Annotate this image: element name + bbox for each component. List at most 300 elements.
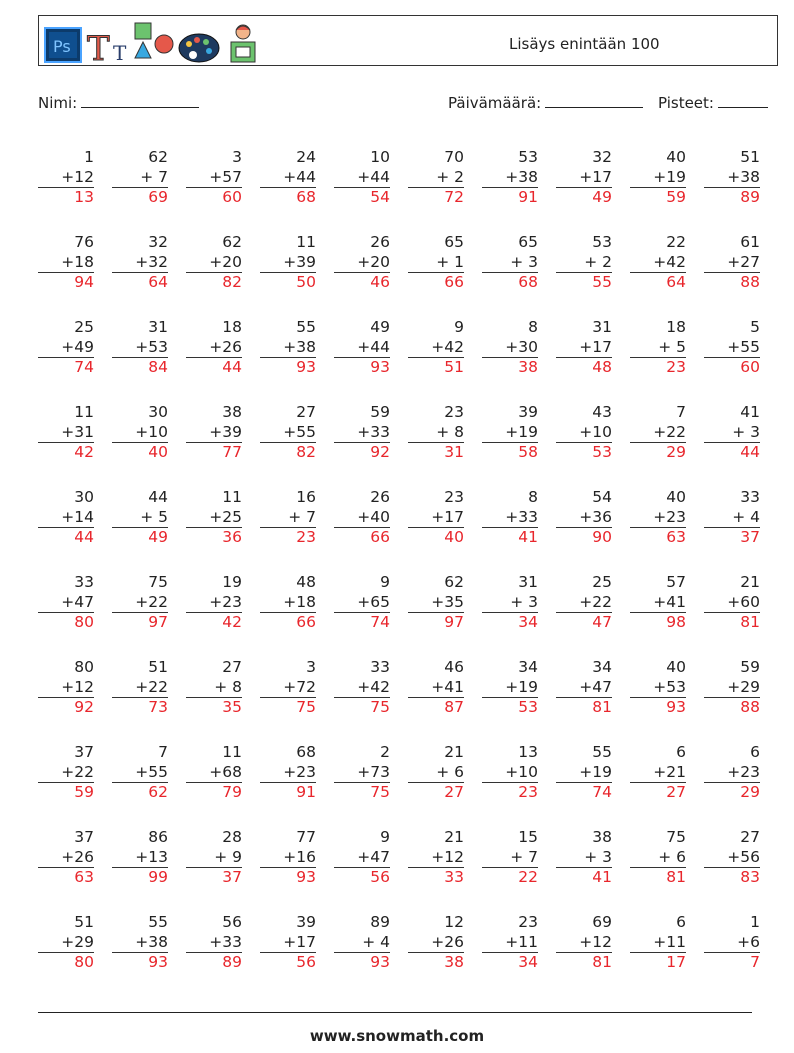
addend-top: 2 xyxy=(380,743,390,761)
addend-bottom: +23 xyxy=(727,762,760,781)
problem xyxy=(334,403,390,469)
problem xyxy=(630,658,686,724)
addend-bottom: +32 xyxy=(135,252,168,271)
addend-top: 23 xyxy=(444,403,464,421)
addend-top: 65 xyxy=(444,233,464,251)
answer: 27 xyxy=(408,782,464,803)
answer: 50 xyxy=(260,272,316,293)
addend-bottom: +29 xyxy=(61,932,94,951)
problem xyxy=(38,573,94,639)
addend-bottom: +17 xyxy=(283,932,316,951)
addend-top: 8 xyxy=(528,488,538,506)
addend-bottom: + 2 xyxy=(436,167,464,186)
answer: 81 xyxy=(556,952,612,973)
addend-bottom: +11 xyxy=(653,932,686,951)
addend-top: 39 xyxy=(518,403,538,421)
problem xyxy=(334,233,390,299)
problem xyxy=(38,233,94,299)
addend-bottom: + 9 xyxy=(214,847,242,866)
problem xyxy=(556,743,612,809)
addend-top: 26 xyxy=(370,233,390,251)
addend-bottom: +23 xyxy=(209,592,242,611)
addend-bottom: + 5 xyxy=(140,507,168,526)
problem xyxy=(482,233,538,299)
addend-top: 27 xyxy=(296,403,316,421)
answer: 92 xyxy=(334,442,390,463)
addend-bottom: +22 xyxy=(135,592,168,611)
problem xyxy=(334,488,390,554)
addend-top: 49 xyxy=(370,318,390,336)
worksheet-title: Lisäys enintään 100 xyxy=(509,35,660,53)
problem xyxy=(334,148,390,214)
problem xyxy=(630,913,686,979)
answer: 75 xyxy=(334,697,390,718)
addend-bottom: +19 xyxy=(505,677,538,696)
addend-bottom: +13 xyxy=(135,847,168,866)
addend-top: 11 xyxy=(222,743,242,761)
footer-site: www.snowmath.com xyxy=(309,1027,485,1045)
addend-bottom: +10 xyxy=(505,762,538,781)
addend-top: 16 xyxy=(296,488,316,506)
problem xyxy=(704,573,760,639)
problem xyxy=(630,403,686,469)
problem xyxy=(482,828,538,894)
addend-bottom: +23 xyxy=(653,507,686,526)
addend-top: 62 xyxy=(222,233,242,251)
problem-grid xyxy=(38,148,778,988)
answer: 74 xyxy=(556,782,612,803)
addend-top: 56 xyxy=(222,913,242,931)
answer: 64 xyxy=(112,272,168,293)
addend-bottom: +22 xyxy=(579,592,612,611)
answer: 81 xyxy=(704,612,760,633)
addend-bottom: +33 xyxy=(209,932,242,951)
problem xyxy=(260,148,316,214)
svg-text:Ps: Ps xyxy=(53,37,71,56)
answer: 87 xyxy=(408,697,464,718)
addend-top: 13 xyxy=(518,743,538,761)
answer: 66 xyxy=(408,272,464,293)
addend-bottom: +57 xyxy=(209,167,242,186)
problem xyxy=(704,148,760,214)
answer: 89 xyxy=(186,952,242,973)
addend-bottom: +26 xyxy=(431,932,464,951)
answer: 93 xyxy=(112,952,168,973)
answer: 56 xyxy=(260,952,316,973)
answer: 68 xyxy=(482,272,538,293)
addend-top: 31 xyxy=(148,318,168,336)
problem xyxy=(630,488,686,554)
addend-bottom: +68 xyxy=(209,762,242,781)
addend-bottom: +6 xyxy=(737,932,760,951)
answer: 99 xyxy=(112,867,168,888)
name-label: Nimi: xyxy=(38,94,78,112)
problem xyxy=(704,488,760,554)
addend-bottom: +42 xyxy=(357,677,390,696)
addend-bottom: +31 xyxy=(61,422,94,441)
addend-top: 15 xyxy=(518,828,538,846)
score-blank[interactable] xyxy=(718,93,768,108)
problem xyxy=(482,743,538,809)
problem xyxy=(186,148,242,214)
answer: 42 xyxy=(186,612,242,633)
addend-bottom: +10 xyxy=(135,422,168,441)
answer: 63 xyxy=(38,867,94,888)
problem xyxy=(186,488,242,554)
addend-top: 23 xyxy=(518,913,538,931)
addend-top: 7 xyxy=(158,743,168,761)
score-field[interactable] xyxy=(658,93,768,112)
problem xyxy=(408,913,464,979)
problem xyxy=(186,318,242,384)
answer: 93 xyxy=(334,952,390,973)
problem xyxy=(556,148,612,214)
addend-top: 46 xyxy=(444,658,464,676)
problem xyxy=(408,743,464,809)
addend-bottom: +47 xyxy=(357,847,390,866)
answer: 51 xyxy=(408,357,464,378)
addend-bottom: +20 xyxy=(209,252,242,271)
answer: 81 xyxy=(556,697,612,718)
answer: 88 xyxy=(704,697,760,718)
problem xyxy=(186,233,242,299)
addend-top: 89 xyxy=(370,913,390,931)
answer: 34 xyxy=(482,612,538,633)
score-label: Pisteet: xyxy=(658,94,714,112)
addend-bottom: +44 xyxy=(357,167,390,186)
header-box xyxy=(38,15,778,66)
problem xyxy=(408,403,464,469)
addend-top: 27 xyxy=(740,828,760,846)
addend-top: 65 xyxy=(518,233,538,251)
name-field[interactable] xyxy=(38,93,199,112)
problem xyxy=(630,573,686,639)
name-blank[interactable] xyxy=(81,93,199,108)
addend-top: 3 xyxy=(306,658,316,676)
answer: 81 xyxy=(630,867,686,888)
problem xyxy=(186,573,242,639)
problem xyxy=(38,318,94,384)
answer: 23 xyxy=(482,782,538,803)
palette-icon xyxy=(179,34,219,62)
date-field[interactable] xyxy=(448,93,643,112)
answer: 41 xyxy=(556,867,612,888)
addend-top: 6 xyxy=(676,913,686,931)
addend-bottom: +39 xyxy=(283,252,316,271)
problem xyxy=(260,828,316,894)
problem xyxy=(334,828,390,894)
answer: 82 xyxy=(260,442,316,463)
addend-top: 10 xyxy=(370,148,390,166)
problem xyxy=(260,743,316,809)
answer: 91 xyxy=(482,187,538,208)
problem xyxy=(630,318,686,384)
answer: 93 xyxy=(334,357,390,378)
logo-row xyxy=(43,20,268,64)
problem xyxy=(112,233,168,299)
addend-top: 59 xyxy=(740,658,760,676)
addend-top: 51 xyxy=(74,913,94,931)
problem xyxy=(334,913,390,979)
addend-top: 68 xyxy=(296,743,316,761)
addend-top: 70 xyxy=(444,148,464,166)
addend-bottom: +19 xyxy=(505,422,538,441)
addend-top: 44 xyxy=(148,488,168,506)
answer: 80 xyxy=(38,952,94,973)
addend-top: 38 xyxy=(592,828,612,846)
problem xyxy=(112,318,168,384)
answer: 35 xyxy=(186,697,242,718)
addend-bottom: +17 xyxy=(431,507,464,526)
answer: 55 xyxy=(556,272,612,293)
addend-bottom: +38 xyxy=(505,167,538,186)
answer: 93 xyxy=(260,357,316,378)
answer: 38 xyxy=(408,952,464,973)
problem xyxy=(556,488,612,554)
answer: 84 xyxy=(112,357,168,378)
addend-top: 80 xyxy=(74,658,94,676)
addend-top: 62 xyxy=(444,573,464,591)
answer: 73 xyxy=(112,697,168,718)
answer: 29 xyxy=(704,782,760,803)
addend-top: 6 xyxy=(750,743,760,761)
addend-top: 33 xyxy=(740,488,760,506)
problem xyxy=(334,573,390,639)
answer: 17 xyxy=(630,952,686,973)
addend-top: 55 xyxy=(148,913,168,931)
addend-top: 31 xyxy=(518,573,538,591)
problem xyxy=(334,318,390,384)
addend-top: 25 xyxy=(592,573,612,591)
answer: 36 xyxy=(186,527,242,548)
addend-top: 26 xyxy=(370,488,390,506)
addend-bottom: +12 xyxy=(61,677,94,696)
answer: 60 xyxy=(186,187,242,208)
photoshop-icon xyxy=(45,28,81,62)
addend-top: 34 xyxy=(592,658,612,676)
svg-text:T: T xyxy=(113,41,127,64)
problem xyxy=(260,403,316,469)
problem xyxy=(260,658,316,724)
addend-bottom: + 4 xyxy=(362,932,390,951)
answer: 59 xyxy=(630,187,686,208)
addend-bottom: + 3 xyxy=(510,252,538,271)
addend-bottom: + 3 xyxy=(584,847,612,866)
addend-top: 59 xyxy=(370,403,390,421)
addend-bottom: + 6 xyxy=(436,762,464,781)
addend-top: 1 xyxy=(750,913,760,931)
addend-top: 38 xyxy=(222,403,242,421)
problem xyxy=(704,743,760,809)
addend-top: 69 xyxy=(592,913,612,931)
answer: 75 xyxy=(334,782,390,803)
addend-bottom: +18 xyxy=(61,252,94,271)
addend-bottom: +55 xyxy=(135,762,168,781)
addend-top: 51 xyxy=(740,148,760,166)
addend-bottom: + 7 xyxy=(140,167,168,186)
problem xyxy=(112,403,168,469)
answer: 42 xyxy=(38,442,94,463)
addend-top: 43 xyxy=(592,403,612,421)
addend-bottom: +55 xyxy=(283,422,316,441)
problem xyxy=(408,573,464,639)
addend-bottom: +49 xyxy=(61,337,94,356)
addend-top: 27 xyxy=(222,658,242,676)
addend-bottom: +12 xyxy=(61,167,94,186)
addend-top: 11 xyxy=(296,233,316,251)
answer: 97 xyxy=(112,612,168,633)
answer: 34 xyxy=(482,952,538,973)
answer: 33 xyxy=(408,867,464,888)
answer: 49 xyxy=(112,527,168,548)
problem xyxy=(556,658,612,724)
addend-top: 48 xyxy=(296,573,316,591)
answer: 53 xyxy=(482,697,538,718)
answer: 68 xyxy=(260,187,316,208)
addend-bottom: +25 xyxy=(209,507,242,526)
problem xyxy=(186,403,242,469)
problem xyxy=(186,913,242,979)
problem xyxy=(112,573,168,639)
problem xyxy=(482,488,538,554)
addend-top: 62 xyxy=(148,148,168,166)
addend-top: 53 xyxy=(592,233,612,251)
answer: 7 xyxy=(704,952,760,973)
addend-bottom: +42 xyxy=(653,252,686,271)
answer: 75 xyxy=(260,697,316,718)
answer: 98 xyxy=(630,612,686,633)
addend-bottom: +29 xyxy=(727,677,760,696)
problem xyxy=(112,148,168,214)
problem xyxy=(556,913,612,979)
addend-top: 51 xyxy=(148,658,168,676)
problem xyxy=(704,913,760,979)
problem xyxy=(260,913,316,979)
answer: 37 xyxy=(186,867,242,888)
answer: 66 xyxy=(334,527,390,548)
addend-bottom: +56 xyxy=(727,847,760,866)
problem xyxy=(630,233,686,299)
answer: 44 xyxy=(38,527,94,548)
date-label: Päivämäärä: xyxy=(448,94,542,112)
addend-bottom: +55 xyxy=(727,337,760,356)
answer: 64 xyxy=(630,272,686,293)
problem xyxy=(482,148,538,214)
addend-top: 61 xyxy=(740,233,760,251)
problem xyxy=(556,573,612,639)
addend-top: 30 xyxy=(74,488,94,506)
addend-bottom: +47 xyxy=(579,677,612,696)
answer: 74 xyxy=(334,612,390,633)
addend-top: 39 xyxy=(296,913,316,931)
answer: 63 xyxy=(630,527,686,548)
answer: 93 xyxy=(630,697,686,718)
problem xyxy=(408,488,464,554)
problem xyxy=(630,828,686,894)
problem xyxy=(630,148,686,214)
text-tool-icon xyxy=(87,29,127,64)
addend-top: 25 xyxy=(74,318,94,336)
addend-bottom: +17 xyxy=(579,337,612,356)
addend-top: 77 xyxy=(296,828,316,846)
addend-bottom: +18 xyxy=(283,592,316,611)
answer: 94 xyxy=(38,272,94,293)
addend-bottom: +33 xyxy=(505,507,538,526)
problem xyxy=(482,403,538,469)
addend-bottom: + 8 xyxy=(214,677,242,696)
addend-top: 18 xyxy=(666,318,686,336)
addend-bottom: +12 xyxy=(579,932,612,951)
addend-top: 37 xyxy=(74,828,94,846)
addend-top: 9 xyxy=(454,318,464,336)
problem xyxy=(38,148,94,214)
addend-top: 33 xyxy=(74,573,94,591)
problem xyxy=(482,913,538,979)
addend-top: 9 xyxy=(380,828,390,846)
addend-bottom: +44 xyxy=(357,337,390,356)
addend-bottom: +16 xyxy=(283,847,316,866)
addend-top: 23 xyxy=(444,488,464,506)
addend-top: 3 xyxy=(232,148,242,166)
problem xyxy=(260,318,316,384)
addend-top: 11 xyxy=(222,488,242,506)
addend-top: 54 xyxy=(592,488,612,506)
addend-top: 30 xyxy=(148,403,168,421)
addend-top: 40 xyxy=(666,488,686,506)
addend-top: 86 xyxy=(148,828,168,846)
answer: 74 xyxy=(38,357,94,378)
answer: 92 xyxy=(38,697,94,718)
problem xyxy=(38,743,94,809)
shapes-icon xyxy=(135,23,173,58)
answer: 44 xyxy=(186,357,242,378)
addend-bottom: + 3 xyxy=(510,592,538,611)
addend-top: 18 xyxy=(222,318,242,336)
answer: 90 xyxy=(556,527,612,548)
addend-bottom: + 5 xyxy=(658,337,686,356)
problem xyxy=(38,488,94,554)
addend-bottom: + 7 xyxy=(510,847,538,866)
problem xyxy=(556,828,612,894)
addend-bottom: +38 xyxy=(283,337,316,356)
addend-bottom: +38 xyxy=(135,932,168,951)
problem xyxy=(482,658,538,724)
addend-bottom: +21 xyxy=(653,762,686,781)
addend-bottom: +27 xyxy=(727,252,760,271)
addend-bottom: + 1 xyxy=(436,252,464,271)
addend-bottom: +22 xyxy=(135,677,168,696)
problem xyxy=(112,913,168,979)
answer: 40 xyxy=(408,527,464,548)
addend-bottom: +40 xyxy=(357,507,390,526)
answer: 44 xyxy=(704,442,760,463)
date-blank[interactable] xyxy=(545,93,643,108)
addend-bottom: + 3 xyxy=(732,422,760,441)
addend-top: 24 xyxy=(296,148,316,166)
problem xyxy=(186,658,242,724)
addend-top: 21 xyxy=(444,743,464,761)
problem xyxy=(38,828,94,894)
addend-bottom: + 8 xyxy=(436,422,464,441)
answer: 91 xyxy=(260,782,316,803)
problem xyxy=(112,658,168,724)
answer: 31 xyxy=(408,442,464,463)
answer: 83 xyxy=(704,867,760,888)
addend-top: 32 xyxy=(148,233,168,251)
addend-top: 41 xyxy=(740,403,760,421)
addend-bottom: +41 xyxy=(653,592,686,611)
problem xyxy=(186,743,242,809)
